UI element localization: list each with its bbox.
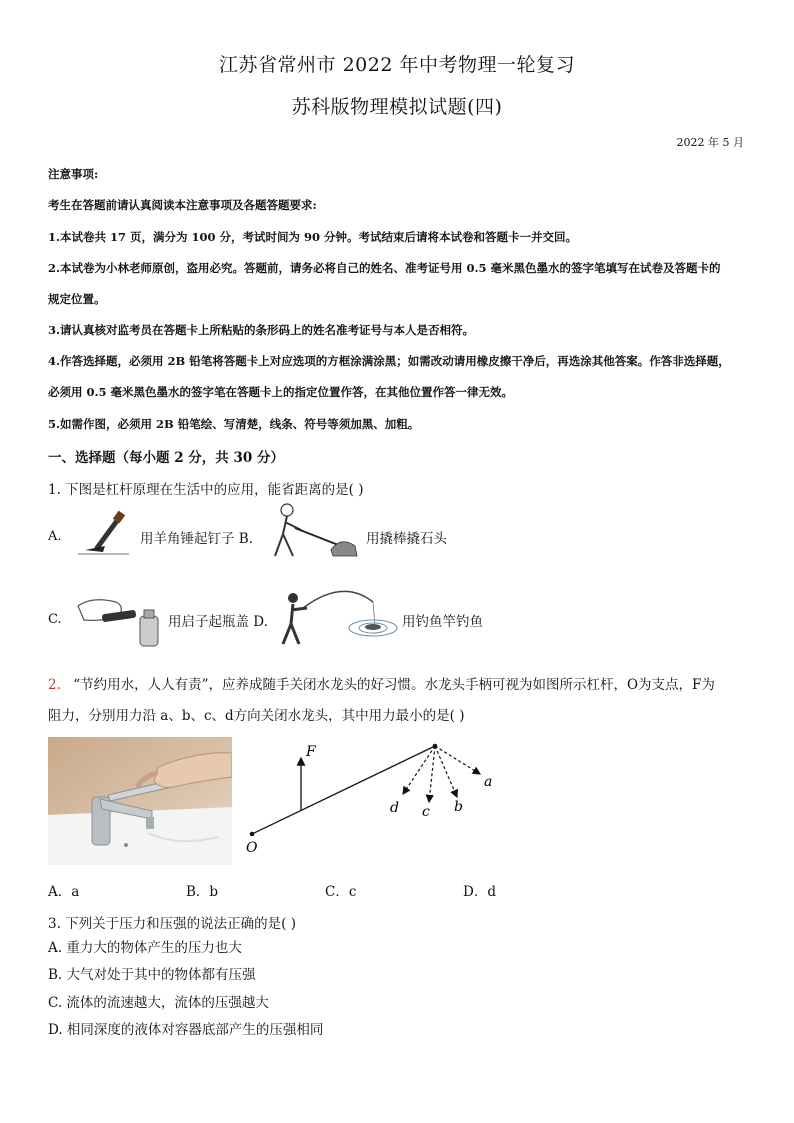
q2-option-a: A．a bbox=[48, 884, 80, 900]
question-2-stem-line1: “节约用水，人人有责”，应养成随手关闭水龙头的好习惯。水龙头手柄可视为如图所示杠杆，O为支点，F为 bbox=[73, 677, 715, 693]
q3-option-a: A. 重力大的物体产生的压力也大 bbox=[48, 940, 242, 956]
lever-line bbox=[252, 746, 435, 834]
note-item: 3.请认真核对监考员在答题卡上所粘贴的条形码上的姓名准考证号与本人是否相符。 bbox=[48, 323, 475, 337]
q1-option-a-label: A. bbox=[48, 529, 62, 544]
q1-option-b-text: 用撬棒撬石头 bbox=[366, 531, 447, 547]
bottle-opener-image bbox=[72, 586, 164, 648]
q2-option-c: C．c bbox=[325, 884, 357, 900]
page-subtitle: 苏科版物理模拟试题(四) bbox=[291, 96, 503, 118]
question-2-stem-line2: 阻力，分别用力沿 a、b、c、d方向关闭水龙头，其中用力最小的是( ) bbox=[48, 708, 465, 724]
label-o: O bbox=[246, 840, 258, 856]
note-item: 必须用 0.5 毫米黑色墨水的签字笔在答题卡上的指定位置作答，在其他位置作答一律无效。 bbox=[48, 385, 514, 399]
direction-c-arrow bbox=[429, 746, 435, 802]
note-item: 4.作答选择题，必须用 2B 铅笔将答题卡上对应选项的方框涂满涂黑；如需改动请用橡皮擦干净后，再选涂其他答案。作答非选择题， bbox=[48, 354, 730, 368]
lever-diagram bbox=[240, 734, 510, 859]
label-d: d bbox=[390, 800, 399, 816]
pivot-point bbox=[250, 832, 255, 837]
q1-option-a-text: 用羊角锤起钉子 B. bbox=[140, 531, 254, 547]
q3-option-c: C. 流体的流速越大，流体的压强越大 bbox=[48, 995, 269, 1011]
q2-option-d: D．d bbox=[463, 884, 496, 900]
exam-date: 2022 年 5 月 bbox=[676, 136, 744, 149]
notes-heading: 注意事项: bbox=[48, 167, 99, 181]
q1-option-c-text: 用启子起瓶盖 D. bbox=[168, 614, 268, 630]
note-item: 2.本试卷为小林老师原创，盗用必究。答题前，请务必将自己的姓名、准考证号用 0.5 毫米黑色墨水的签字笔填写在试卷及答题卡的 bbox=[48, 261, 721, 275]
label-a: a bbox=[484, 774, 493, 790]
label-f: F bbox=[306, 744, 316, 760]
label-c: c bbox=[422, 804, 430, 820]
note-item: 规定位置。 bbox=[48, 292, 106, 306]
section-heading: 一、选择题（每小题 2 分，共 30 分） bbox=[48, 450, 284, 466]
q1-option-c-label: C. bbox=[48, 612, 62, 627]
label-b: b bbox=[454, 799, 463, 815]
direction-b-arrow bbox=[435, 746, 457, 797]
note-item: 1.本试卷共 17 页，满分为 100 分，考试时间为 90 分钟。考试结束后请将本试卷和答题卡一并交回。 bbox=[48, 230, 578, 244]
question-2-number: 2. bbox=[48, 677, 61, 693]
note-item: 5.如需作图，必须用 2B 铅笔绘、写清楚，线条、符号等须加黑、加粗。 bbox=[48, 417, 420, 431]
q3-option-b: B. 大气对处于其中的物体都有压强 bbox=[48, 967, 256, 983]
faucet-photo bbox=[48, 737, 232, 865]
page-title: 江苏省常州市 2022 年中考物理一轮复习 bbox=[219, 54, 575, 76]
q1-option-d-text: 用钓鱼竿钓鱼 bbox=[402, 614, 483, 630]
question-3-stem: 3. 下列关于压力和压强的说法正确的是( ) bbox=[48, 916, 296, 932]
crowbar-image bbox=[265, 500, 360, 562]
q2-option-b: B．b bbox=[186, 884, 219, 900]
notes-intro: 考生在答题前请认真阅读本注意事项及各题答题要求: bbox=[48, 198, 317, 212]
hammer-image bbox=[75, 510, 131, 556]
question-1-stem: 1. 下图是杠杆原理在生活中的应用，能省距离的是( ) bbox=[48, 482, 364, 498]
q3-option-d: D. 相同深度的液体对容器底部产生的压强相同 bbox=[48, 1022, 324, 1038]
direction-a-arrow bbox=[435, 746, 480, 774]
question-2-stem bbox=[48, 673, 715, 693]
fishing-rod-image bbox=[273, 582, 403, 648]
